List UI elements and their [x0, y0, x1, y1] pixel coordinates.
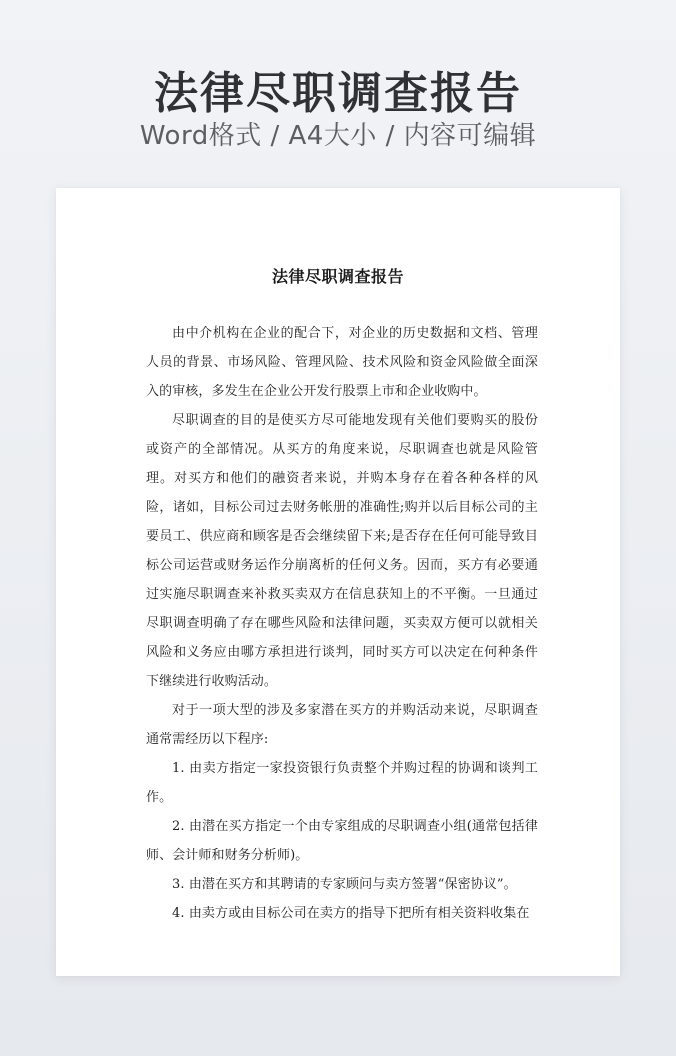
paragraph-step-3: 3. 由潜在买方和其聘请的专家顾问与卖方签署“保密协议”。 — [172, 877, 517, 892]
document-page — [56, 188, 620, 976]
paragraph-purpose: 尽职调查的目的是使买方尽可能地发现有关他们要购买的股份或资产的全部情况。从买方的角度来说，尽职调查也就是风险管理。对买方和他们的融资者来说，并购本身存在着各种各样的风险，诸如，目标公司过去财务帐册的准确性;购并以后目标公司的主要员工、供应商和顾客是否会继续留下来;是否存在任何可能导致目标公司运营或财务运作分崩离析的任何义务。因而，买方有必要通过实施尽职调查来补救买卖双方在信息获知上的不平衡。一旦通过尽职调查明确了存在哪些风险和法律问题，买卖双方便可以就相关风险和义务应由哪方承担进行谈判，同时买方可以决定在何种条件下继续进行收购活动。 — [146, 413, 538, 689]
paragraph-step-4: 4. 由卖方或由目标公司在卖方的指导下把所有相关资料收集在 — [172, 906, 530, 921]
paragraph-step-1: 1. 由卖方指定一家投资银行负责整个并购过程的协调和谈判工作。 — [146, 761, 538, 805]
paragraph-procedure-intro: 对于一项大型的涉及多家潜在买方的并购活动来说，尽职调查通常需经历以下程序: — [146, 703, 538, 747]
page-header-subtitle: Word格式 / A4大小 / 内容可编辑 — [139, 121, 537, 151]
document-body — [146, 319, 538, 928]
paragraph-step-2: 2. 由潜在买方指定一个由专家组成的尽职调查小组(通常包括律师、会计师和财务分析师)。 — [146, 819, 538, 863]
page-header-title: 法律尽职调查报告 — [154, 68, 522, 119]
document-title: 法律尽职调查报告 — [271, 267, 404, 286]
paragraph-intro: 由中介机构在企业的配合下，对企业的历史数据和文档、管理人员的背景、市场风险、管理风险、技术风险和资金风险做全面深入的审核，多发生在企业公开发行股票上市和企业收购中。 — [146, 326, 538, 399]
